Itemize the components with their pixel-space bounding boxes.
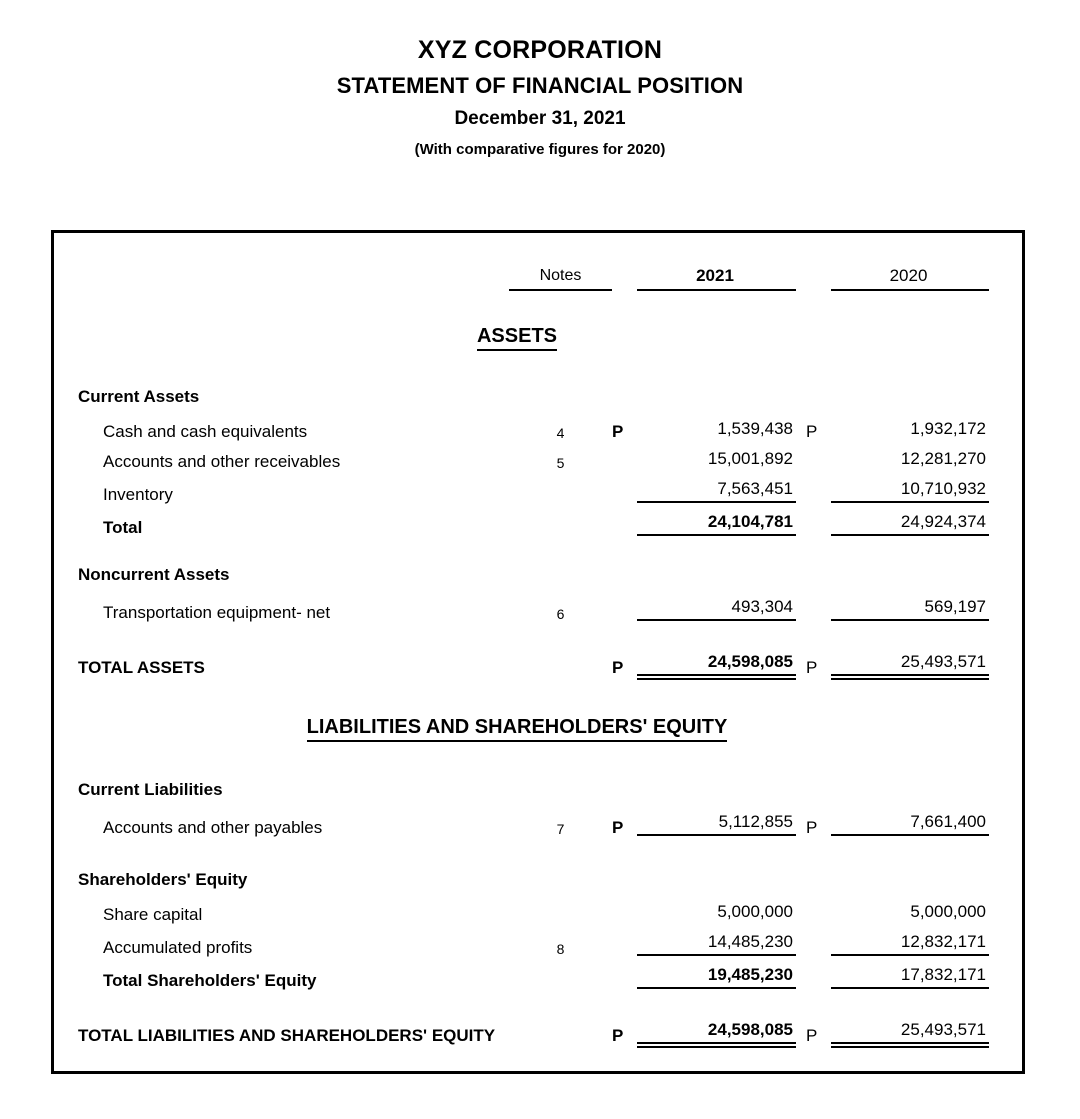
- total-assets-value-2020: 25,493,571: [831, 651, 989, 676]
- table-row: [54, 596, 1022, 621]
- row-label: Transportation equipment- net: [103, 603, 331, 622]
- row-value-2021: 7,563,451: [637, 478, 796, 503]
- current-assets-heading-row: [54, 388, 1022, 405]
- row-value-2021: 493,304: [637, 596, 796, 621]
- table-row: [54, 478, 1022, 503]
- row-value-2020: 10,710,932: [831, 478, 989, 503]
- current-assets-heading: Current Assets: [78, 387, 200, 406]
- statement-date: December 31, 2021: [454, 108, 626, 130]
- table-row: [54, 811, 1022, 836]
- row-value-2020: 569,197: [831, 596, 989, 621]
- total-liabilities-and-equity-row: [54, 1019, 1022, 1044]
- shareholders-equity-total-row: [54, 964, 1022, 989]
- row-label: Accounts and other payables: [103, 818, 323, 837]
- row-value-2020: 24,924,374: [831, 511, 989, 536]
- total-assets-row: [54, 651, 1022, 676]
- currency-symbol-2021: P: [612, 818, 624, 837]
- currency-symbol-2021: P: [612, 422, 624, 441]
- row-note: 7: [556, 821, 565, 837]
- row-label: Total: [103, 518, 143, 537]
- row-note: 5: [556, 455, 565, 471]
- currency-symbol-2020: P: [806, 818, 818, 837]
- statement-of-financial-position-table: [51, 230, 1025, 1074]
- column-header-notes: Notes: [509, 268, 612, 291]
- row-value-2021: 15,001,892: [707, 449, 793, 468]
- row-label: Cash and cash equivalents: [103, 422, 308, 441]
- row-value-2021: 14,485,230: [637, 931, 796, 956]
- row-note: 4: [556, 425, 565, 441]
- assets-banner-label: ASSETS: [477, 325, 557, 351]
- total-liabilities-and-equity-value-2021: 24,598,085: [637, 1019, 796, 1044]
- row-label: Total Shareholders' Equity: [103, 971, 317, 990]
- total-liabilities-and-equity-label: TOTAL LIABILITIES AND SHAREHOLDERS' EQUITY: [78, 1026, 496, 1045]
- liabilities-equity-banner: [54, 716, 1022, 742]
- currency-symbol-2021: P: [612, 658, 624, 677]
- row-label: Inventory: [103, 485, 173, 504]
- row-value-2021: 1,539,438: [717, 419, 793, 438]
- row-value-2021: 5,000,000: [717, 902, 793, 921]
- row-value-2020: 5,000,000: [910, 902, 986, 921]
- row-value-2021: 24,104,781: [637, 511, 796, 536]
- current-liabilities-heading: Current Liabilities: [78, 780, 223, 799]
- shareholders-equity-heading-row: [54, 871, 1022, 888]
- row-value-2021: 19,485,230: [637, 964, 796, 989]
- assets-banner: [54, 325, 1022, 351]
- company-name: XYZ CORPORATION: [417, 36, 663, 64]
- row-value-2020: 1,932,172: [910, 419, 986, 438]
- column-header-2021: 2021: [637, 265, 796, 291]
- currency-symbol-2020: P: [806, 1026, 818, 1045]
- total-assets-value-2021: 24,598,085: [637, 651, 796, 676]
- noncurrent-assets-heading: Noncurrent Assets: [78, 565, 230, 584]
- row-label: Accumulated profits: [103, 938, 253, 957]
- row-label: Accounts and other receivables: [103, 452, 341, 471]
- row-value-2021: 5,112,855: [637, 811, 796, 836]
- current-assets-total-row: [54, 511, 1022, 536]
- column-header-row: [54, 265, 1022, 291]
- shareholders-equity-heading: Shareholders' Equity: [78, 870, 248, 889]
- total-liabilities-and-equity-value-2020: 25,493,571: [831, 1019, 989, 1044]
- currency-symbol-2020: P: [806, 422, 818, 441]
- row-note: 8: [556, 941, 565, 957]
- table-row: [54, 901, 1022, 923]
- current-liabilities-heading-row: [54, 781, 1022, 798]
- document-header: [0, 0, 1080, 160]
- row-value-2020: 12,281,270: [900, 449, 986, 468]
- row-note: 6: [556, 606, 565, 622]
- table-row: [54, 448, 1022, 470]
- row-label: Share capital: [103, 905, 203, 924]
- statement-title: STATEMENT OF FINANCIAL POSITION: [336, 73, 744, 98]
- total-assets-label: TOTAL ASSETS: [78, 658, 205, 677]
- column-header-2020: 2020: [831, 265, 989, 291]
- table-row: [54, 418, 1022, 440]
- row-value-2020: 17,832,171: [831, 964, 989, 989]
- currency-symbol-2020: P: [806, 658, 818, 677]
- currency-symbol-2021: P: [612, 1026, 624, 1045]
- row-value-2020: 7,661,400: [831, 811, 989, 836]
- table-row: [54, 931, 1022, 956]
- comparative-figures-note: (With comparative figures for 2020): [414, 141, 666, 159]
- row-value-2020: 12,832,171: [831, 931, 989, 956]
- liabilities-equity-banner-label: LIABILITIES AND SHAREHOLDERS' EQUITY: [307, 716, 728, 742]
- noncurrent-assets-heading-row: [54, 566, 1022, 583]
